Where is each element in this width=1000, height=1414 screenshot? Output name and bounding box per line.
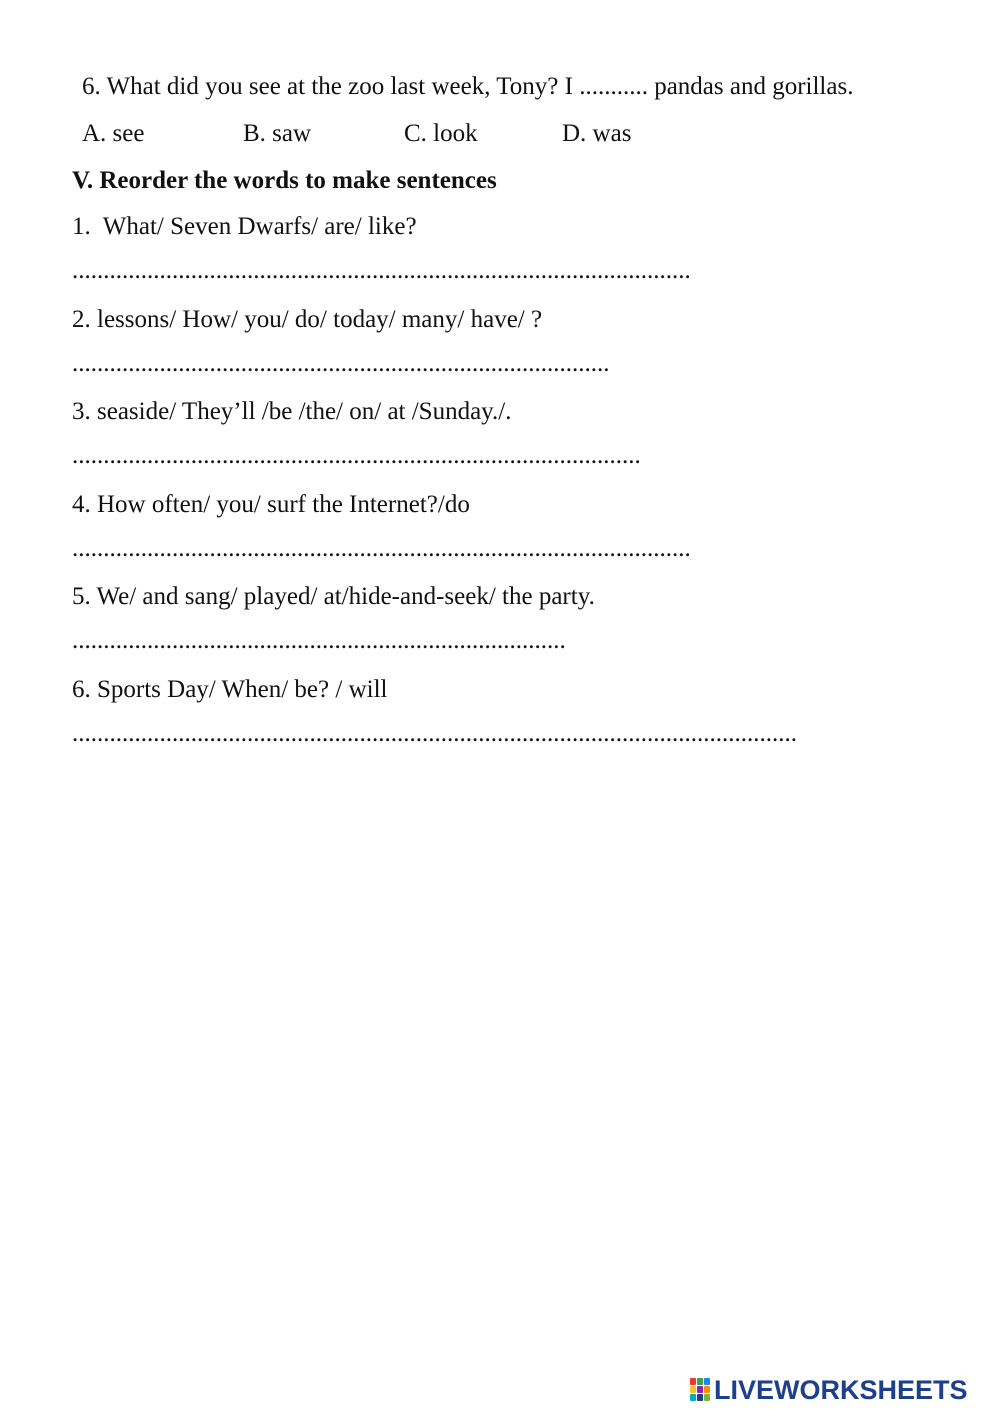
answer-line-3[interactable]: ........................................................................................... <box>72 442 641 469</box>
logo-square <box>704 1386 710 1393</box>
logo-square <box>697 1386 703 1393</box>
logo-square <box>690 1386 696 1393</box>
option-b: B. saw <box>243 120 312 147</box>
liveworksheets-logo <box>690 1373 968 1407</box>
logo-square <box>704 1378 710 1385</box>
question-6-text: 6. What did you see at the zoo last week, Tony? I ........... pandas and gorillas. <box>82 73 854 100</box>
option-d: D. was <box>562 120 632 147</box>
section-title: V. Reorder the words to make sentences <box>72 167 497 194</box>
reorder-prompt-4: 4. How often/ you/ surf the Internet?/do <box>72 491 470 518</box>
reorder-prompt-5: 5. We/ and sang/ played/ at/hide-and-seek/ the party. <box>72 583 595 610</box>
answer-line-4[interactable]: ................................................................................................... <box>72 535 691 562</box>
reorder-prompt-1: 1. What/ Seven Dwarfs/ are/ like? <box>72 213 417 240</box>
reorder-prompt-2: 2. lessons/ How/ you/ do/ today/ many/ have/ ? <box>72 306 543 333</box>
logo-square <box>697 1378 703 1385</box>
reorder-prompt-6: 6. Sports Day/ When/ be? / will <box>72 676 388 703</box>
option-a: A. see <box>82 120 145 147</box>
answer-line-2[interactable]: ...................................................................................... <box>72 350 610 377</box>
logo-square <box>697 1394 703 1401</box>
logo-square <box>690 1378 696 1385</box>
answer-line-5[interactable]: ............................................................................... <box>72 627 566 654</box>
option-c: C. look <box>404 120 478 147</box>
liveworksheets-logo-icon <box>690 1378 710 1402</box>
logo-square <box>690 1394 696 1401</box>
reorder-prompt-3: 3. seaside/ They’ll /be /the/ on/ at /Sunday./. <box>72 398 512 425</box>
logo-square <box>704 1394 710 1401</box>
answer-line-6[interactable]: .................................................................................................................... <box>72 720 797 747</box>
answer-line-1[interactable]: ................................................................................................... <box>72 257 691 284</box>
liveworksheets-logo-text: LIVEWORKSHEETS <box>714 1374 968 1405</box>
